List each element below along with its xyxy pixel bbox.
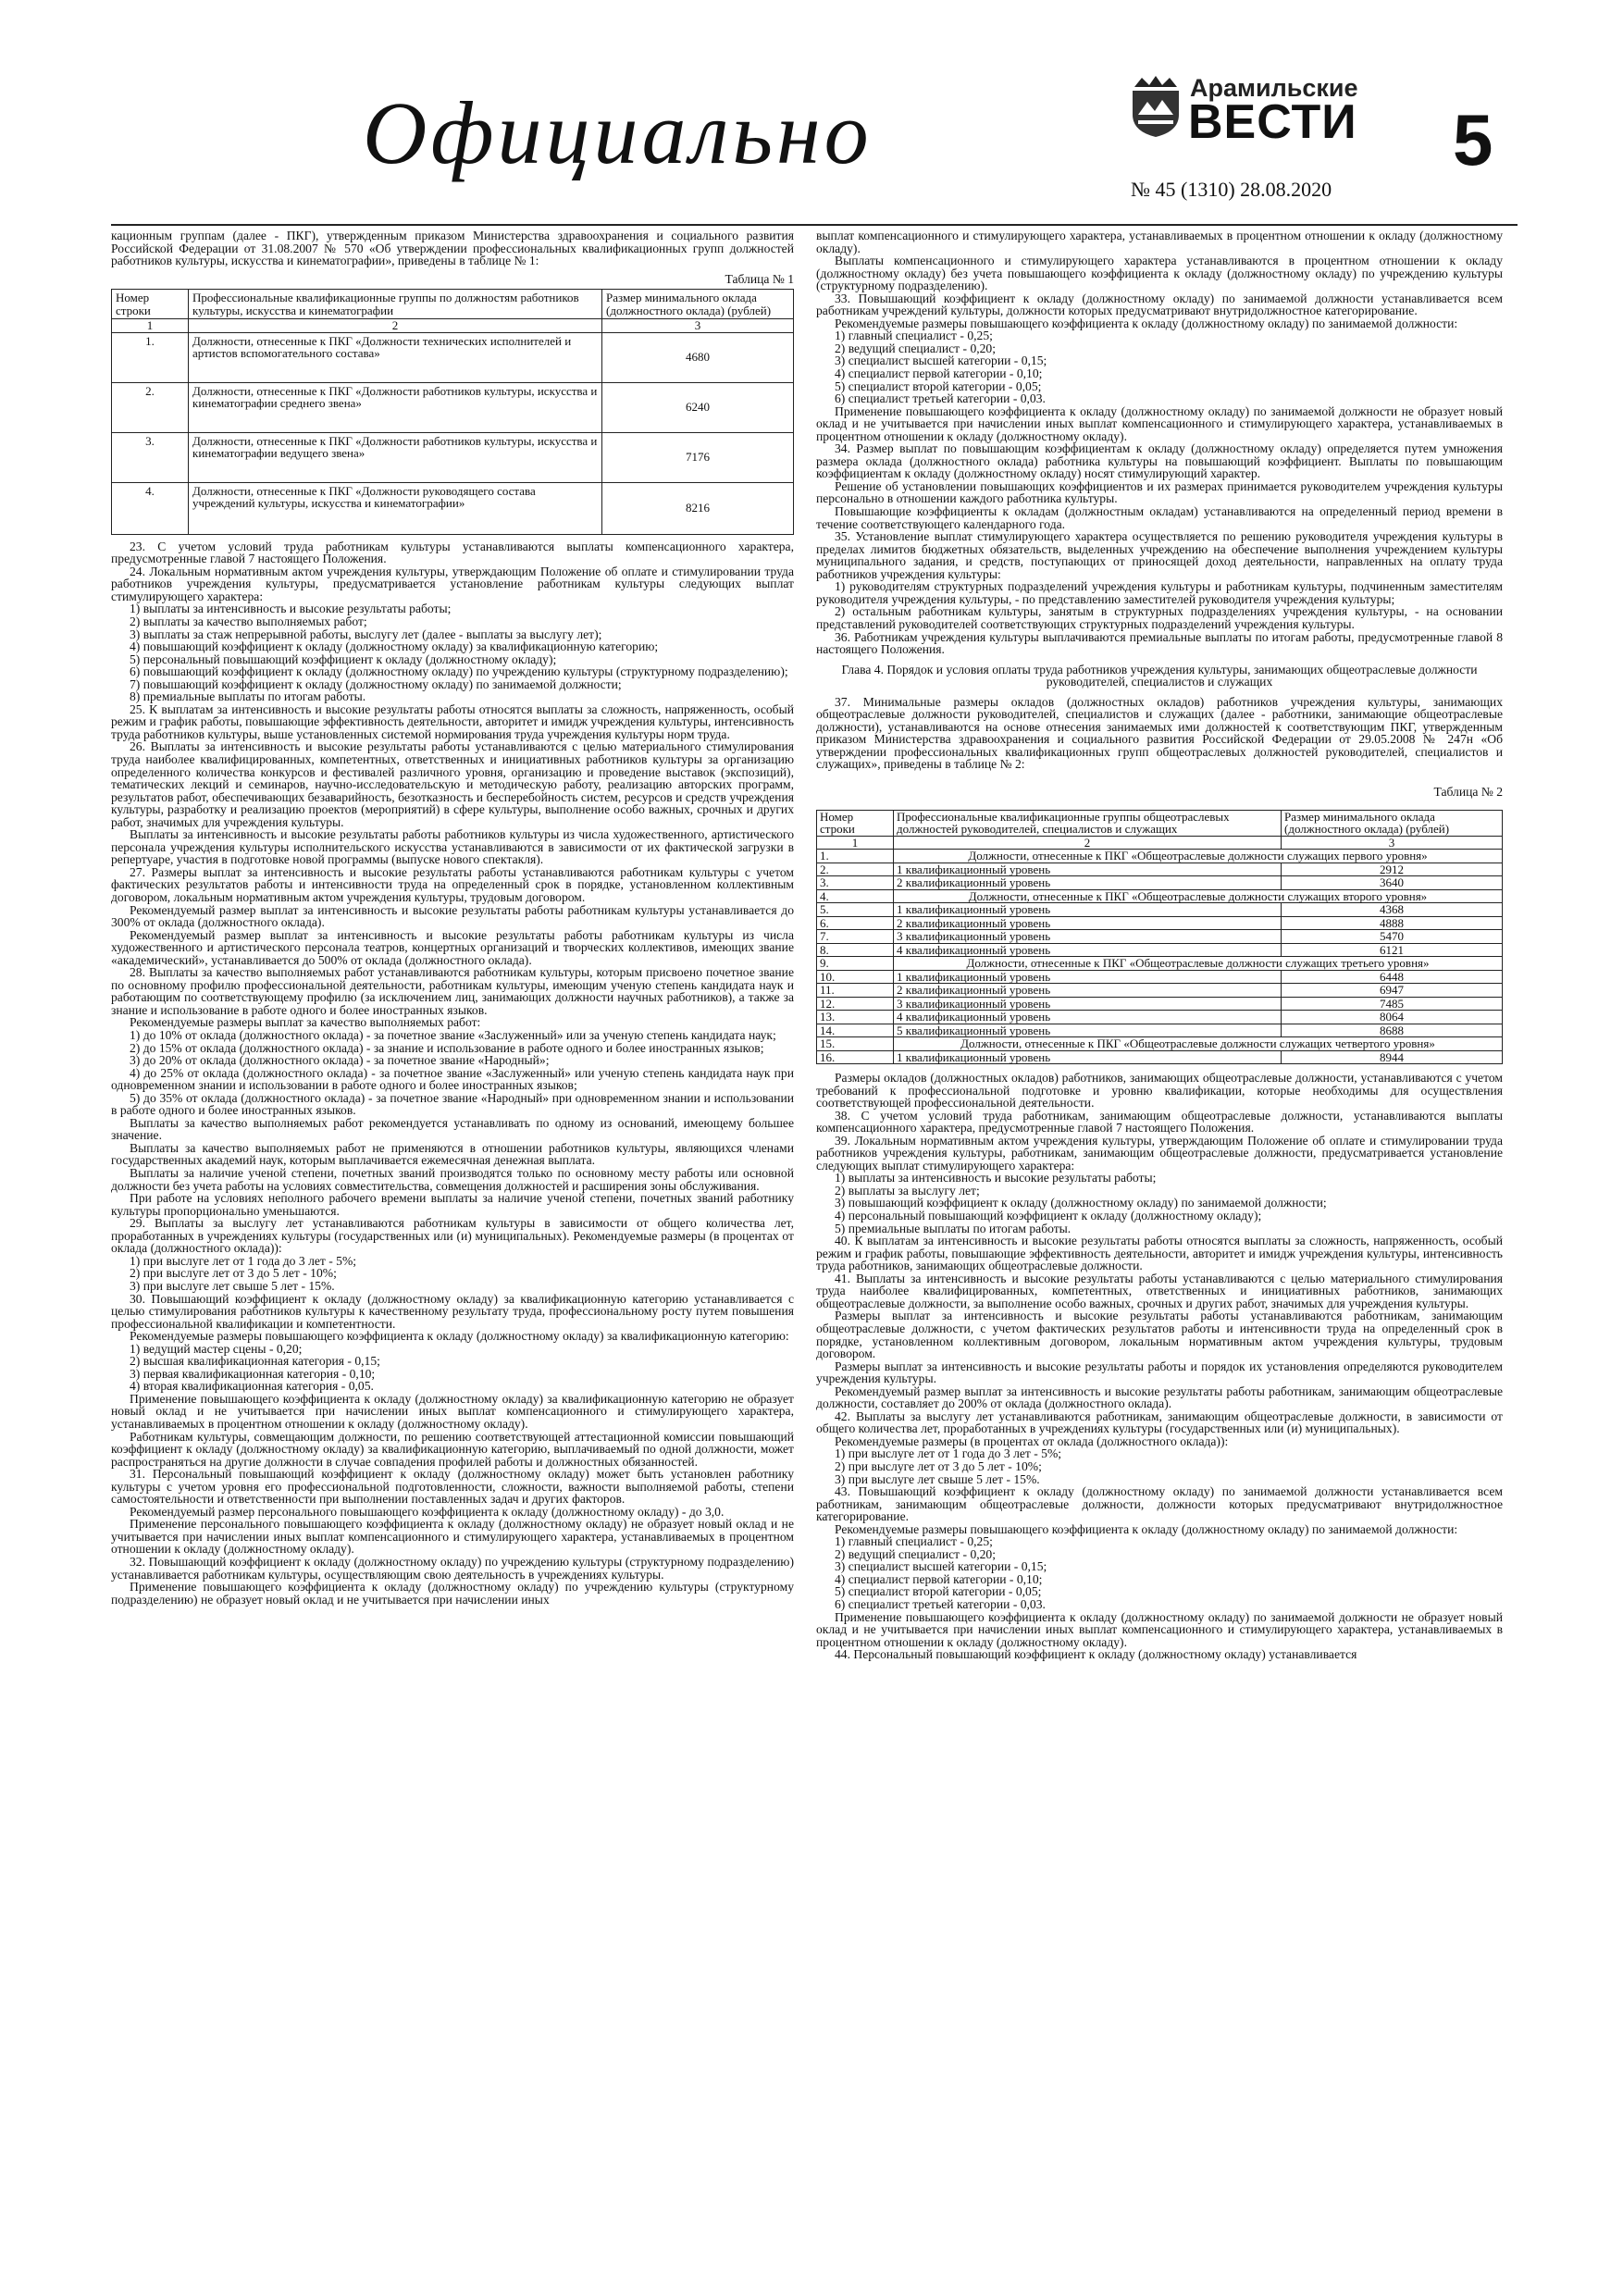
- paragraph: Применение повышающего коэффициента к окладу (должностному окладу) по учреждению культуры (структурному подразделению) не образует новый оклад и не учитывается при начислении иных: [111, 1580, 794, 1607]
- table-1: [111, 289, 794, 535]
- paragraph: Применение повышающего коэффициента к окладу (должностному окладу) за квалификационную категорию не образует новый оклад и не учитывается при начислении иных выплат компенсационного и стимулирующего характера, устанавливаемых в процентном отношении к окладу (должностному окладу).: [111, 1391, 794, 1431]
- row-name: 3 квалификационный уровень: [894, 930, 1282, 944]
- list-item: 4) специалист первой категории - 0,10;: [835, 366, 1043, 381]
- brand-top-word: Арамильские: [1190, 74, 1358, 102]
- paragraph: 43. Повышающий коэффициент к окладу (должностному окладу) по занимаемой должности устанавливается всем работникам, занимающим общеотраслевые должности, должности которых предусматривают внутридолжностное категорирование.: [816, 1484, 1503, 1524]
- paragraph: 44. Персональный повышающий коэффициент к окладу (должностному окладу) устанавливается: [835, 1647, 1357, 1662]
- paragraph: 26. Выплаты за интенсивность и высокие результаты работы устанавливаются с целью материального стимулирования труда наиболее квалифицированных, компетентных, ответственных и инициативных работников культуры за организацию определенного количества конкурсов и фестивалей различного уровня, организацию и проведение выставок (экспозиций), тематических лекций и семинаров, научно-исследовательскую и методическую работу, реализацию авторских программ, результатов работ, обеспечивающих безаварийность, безотказность и бесперебойность систем, ресурсов и средств учреждения культуры, разработку и реализацию проектов (мероприятий) в сфере культуры, выполнение особо важных, срочных и других работ, значимых для учреждения культуры.: [111, 739, 794, 829]
- row-number: 3.: [112, 432, 189, 482]
- table-header-row: [817, 810, 1503, 836]
- list-item: 5) специалист второй категории - 0,05;: [835, 379, 1042, 393]
- row-name: 1 квалификационный уровень: [894, 903, 1282, 917]
- index-cell: 1: [817, 836, 894, 850]
- table-group-row: [817, 889, 1503, 903]
- row-name: 1 квалификационный уровень: [894, 863, 1282, 876]
- list-item: 2) выплаты за качество выполняемых работ;: [130, 614, 367, 628]
- row-number: 4.: [112, 482, 189, 534]
- header-cell: Профессиональные квалификационные группы по должностям работников культуры, искусства и кинематографии: [189, 290, 602, 319]
- paragraph: Размеры окладов (должностных окладов) работников, занимающих общеотраслевые должности, устанавливаются с учетом требований к профессиональной подготовке и уровню квалификации, которые необходимы для осуществления соответствующей профессиональной деятельности.: [816, 1071, 1503, 1111]
- table-group-row: [817, 957, 1503, 971]
- index-cell: 2: [189, 319, 602, 333]
- list-item: 2) при выслуге лет от 3 до 5 лет - 10%;: [835, 1458, 1042, 1473]
- table-row: [817, 863, 1503, 876]
- paragraph: 27. Размеры выплат за интенсивность и высокие результаты работы устанавливаются работникам культуры с учетом фактических результатов работы и интенсивности труда на определенный срок в порядке, установленном коллективным договором, локальным нормативным актом учреждения культуры, трудовым договором.: [111, 864, 794, 904]
- coat-of-arms-icon: [1129, 74, 1183, 139]
- paragraph: Рекомендуемые размеры выплат за качество выполняемых работ:: [130, 1015, 481, 1030]
- paragraph: 41. Выплаты за интенсивность и высокие результаты работы устанавливаются с целью материального стимулирования труда наиболее квалифицированных, компетентных, ответственных и инициативных работников, занимающих общеотраслевые должности, за выполнение особо важных, срочных и других работ, значимых для учреждения культуры.: [816, 1271, 1503, 1310]
- list-item: 2) высшая квалификационная категория - 0,15;: [130, 1354, 380, 1369]
- list-item: 2) при выслуге лет от 3 до 5 лет - 10%;: [130, 1266, 337, 1281]
- paragraph: 32. Повышающий коэффициент к окладу (должностному окладу) по учреждению культуры (структурному подразделению) устанавливается работникам культуры, осуществляющим свою деятельность в учреждениях культуры.: [111, 1554, 794, 1582]
- row-name: 4 квалификационный уровень: [894, 943, 1282, 957]
- paragraph: 25. К выплатам за интенсивность и высокие результаты работы относятся выплаты за сложность, напряженность, особый режим и график работы, повышающие эффективность деятельности, авторитет и имидж учреждения культуры, интенсивность труда работников культуры, выше установленных системой нормирования труда учреждения культуры норм труда.: [111, 701, 794, 741]
- list-item: 6) повышающий коэффициент к окладу (должностному окладу) по учреждению культуры (структурному подразделению);: [130, 664, 788, 679]
- issue-info: № 45 (1310) 28.08.2020: [1131, 178, 1332, 201]
- table-row: [817, 1024, 1503, 1037]
- row-value: 4680: [602, 332, 794, 382]
- row-number: 7.: [817, 930, 894, 944]
- row-name: Должности, отнесенные к ПКГ «Должности работников культуры, искусства и кинематографии ведущего звена»: [189, 432, 602, 482]
- row-number: 2.: [112, 382, 189, 432]
- table-row: [817, 876, 1503, 890]
- table-row: [817, 916, 1503, 930]
- list-item: 7) повышающий коэффициент к окладу (должностному окладу) по занимаемой должности;: [130, 676, 622, 691]
- list-item: 3) выплаты за стаж непрерывной работы, выслугу лет (далее - выплаты за выслугу лет);: [130, 627, 602, 641]
- row-value: 4368: [1282, 903, 1503, 917]
- brand-main-word: ВЕСТИ: [1188, 95, 1357, 149]
- list-item: 1) главный специалист - 0,25;: [835, 1534, 993, 1549]
- paragraph: Рекомендуемые размеры повышающего коэффициента к окладу (должностному окладу) по занимаемой должности:: [835, 1521, 1458, 1536]
- list-item: 5) специалист второй категории - 0,05;: [835, 1584, 1042, 1599]
- row-name: Должности, отнесенные к ПКГ «Должности руководящего состава учреждений культуры, искусства и кинематографии»: [189, 482, 602, 534]
- table-row: [817, 943, 1503, 957]
- row-value: 7176: [602, 432, 794, 482]
- row-value: 6121: [1282, 943, 1503, 957]
- paragraph: 35. Установление выплат стимулирующего характера осуществляется по решению руководителя учреждения культуры в пределах лимитов бюджетных обязательств, выделенных учреждению на обеспечение выполнения учреждением культуры муниципального задания, и средств, поступающих от приносящей доход деятельности, направленных на оплату труда работников учреждения культуры:: [816, 529, 1503, 581]
- paragraph: Рекомендуемый размер выплат за интенсивность и высокие результаты работы работникам, занимающим общеотраслевые должности, составляет до 200% от оклада (должностного оклада).: [816, 1384, 1503, 1411]
- list-item: 1) руководителям структурных подразделений учреждения культуры и работникам культуры, подчиненным заместителям руководителя учреждения культуры, - по представлению заместителей руководителя учреждения культуры;: [816, 579, 1503, 606]
- paragraph: 23. С учетом условий труда работникам культуры устанавливаются выплаты компенсационного характера, предусмотренные главой 7 настоящего Положения.: [111, 539, 794, 566]
- paragraph: Размеры выплат за интенсивность и высокие результаты работы и порядок их установления определяются руководителем учреждения культуры.: [816, 1359, 1503, 1386]
- list-item: 1) при выслуге лет от 1 года до 3 лет - 5%;: [835, 1446, 1062, 1461]
- paragraph: 36. Работникам учреждения культуры выплачиваются премиальные выплаты по итогам работы, предусмотренные главой 8 настоящего Положения.: [816, 629, 1503, 657]
- row-value: 8216: [602, 482, 794, 534]
- row-number: 3.: [817, 876, 894, 890]
- masthead: [0, 0, 1623, 215]
- row-number: 11.: [817, 984, 894, 998]
- table-index-row: [817, 836, 1503, 850]
- paragraph: Рекомендуемые размеры (в процентах от оклада (должностного оклада)):: [835, 1433, 1229, 1448]
- paragraph: кационным группам (далее - ПКГ), утвержденным приказом Министерства здравоохранения и социального развития Российской Федерации от 31.08.2007 № 570 «Об утверждении профессиональных квалификационных групп должностей работников культуры, искусства и кинематографии», приведены в таблице № 1:: [111, 229, 794, 268]
- table-row: [817, 970, 1503, 984]
- paragraph: выплат компенсационного и стимулирующего характера, устанавливаемых в процентном отношении к окладу (должностному окладу).: [816, 229, 1503, 255]
- row-number: 10.: [817, 970, 894, 984]
- paragraph: 30. Повышающий коэффициент к окладу (должностному окладу) за квалификационную категорию устанавливается с целью стимулирования работников культуры к качественному результату труда, профессиональному росту путем повышения профессиональной квалификации и компетентности.: [111, 1291, 794, 1331]
- table-caption: Таблица № 2: [1433, 784, 1503, 799]
- row-name: 1 квалификационный уровень: [894, 970, 1282, 984]
- paragraph: Выплаты за интенсивность и высокие результаты работы работников культуры из числа художественного, артистического персонала учреждения культуры исполнительского искусства устанавливаются в зависимости от их фактической загрузки в репертуаре, участия в подготовке новой программы (выпуске нового спектакля).: [111, 827, 794, 867]
- row-value: 6240: [602, 382, 794, 432]
- chapter-heading: Глава 4. Порядок и условия оплаты труда работников учреждения культуры, занимающих общеотраслевые должности руководителей, специалистов и служащих: [841, 662, 1478, 689]
- index-cell: 3: [602, 319, 794, 333]
- list-item: 8) премиальные выплаты по итогам работы.: [130, 689, 366, 704]
- row-name: 3 квалификационный уровень: [894, 997, 1282, 1011]
- table-row: [817, 997, 1503, 1011]
- row-name: Должности, отнесенные к ПКГ «Должности технических исполнителей и артистов вспомогательного состава»: [189, 332, 602, 382]
- list-item: 1) главный специалист - 0,25;: [835, 329, 993, 343]
- paragraph: 33. Повышающий коэффициент к окладу (должностному окладу) по занимаемой должности устанавливается всем работникам учреждений культуры, должности которых предусматривают внутридолжностное категорирование.: [816, 291, 1503, 318]
- header-cell: Размер минимального оклада (должностного оклада) (рублей): [1282, 810, 1503, 836]
- list-item: 3) специалист высшей категории - 0,15;: [835, 354, 1047, 368]
- row-value: 2912: [1282, 863, 1503, 876]
- paragraph: Выплаты компенсационного и стимулирующего характера устанавливаются в процентном отношении к окладу (должностному окладу) без учета повышающего коэффициента к окладу (должностному окладу) по учреждению культуры (структурному подразделению).: [816, 254, 1503, 293]
- row-number: 13.: [817, 1011, 894, 1024]
- page-number: 5: [1453, 99, 1493, 180]
- paragraph: Рекомендуемый размер выплат за интенсивность и высокие результаты работы работникам культуры устанавливается до 300% от оклада (должностного оклада).: [111, 902, 794, 930]
- row-name: Должности, отнесенные к ПКГ «Должности работников культуры, искусства и кинематографии среднего звена»: [189, 382, 602, 432]
- row-name: 5 квалификационный уровень: [894, 1024, 1282, 1037]
- group-title: Должности, отнесенные к ПКГ «Общеотраслевые должности служащих третьего уровня»: [894, 957, 1503, 971]
- row-name: 2 квалификационный уровень: [894, 916, 1282, 930]
- row-number: 4.: [817, 889, 894, 903]
- list-item: 1) при выслуге лет от 1 года до 3 лет - 5%;: [130, 1253, 357, 1268]
- table-row: [817, 930, 1503, 944]
- left-column: [111, 230, 794, 1606]
- index-cell: 3: [1282, 836, 1503, 850]
- table-header-row: [112, 290, 794, 319]
- index-cell: 1: [112, 319, 189, 333]
- paragraph: Применение персонального повышающего коэффициента к окладу (должностному окладу) не образует новый оклад и не учитывается при начислении иных выплат компенсационного и стимулирующего характера, устанавливаемых в процентном отношении к окладу (должностному окладу).: [111, 1517, 794, 1557]
- list-item: 5) до 35% от оклада (должностного оклада) - за почетное звание «Народный» при одновременном знании и использовании в работе одного и более иностранных языков.: [111, 1090, 794, 1118]
- header-cell: Профессиональные квалификационные группы общеотраслевых должностей руководителей, специалистов и служащих: [894, 810, 1282, 836]
- paragraph: 42. Выплаты за выслугу лет устанавливаются работникам, занимающим общеотраслевые должности, в зависимости от общего количества лет, проработанных в учреждениях культуры (государственных или (и) муниципальных).: [816, 1409, 1503, 1436]
- paragraph: Рекомендуемый размер персонального повышающего коэффициента к окладу (должностному окладу) - до 3,0.: [130, 1504, 725, 1519]
- table-row: [817, 903, 1503, 917]
- row-number: 5.: [817, 903, 894, 917]
- list-item: 1) до 10% от оклада (должностного оклада) - за почетное звание «Заслуженный» или за ученую степень кандидата наук;: [130, 1028, 776, 1043]
- list-item: 4) персональный повышающий коэффициент к окладу (должностному окладу);: [835, 1209, 1262, 1223]
- list-item: 2) ведущий специалист - 0,20;: [835, 1546, 997, 1561]
- table-row: [817, 984, 1503, 998]
- list-item: 4) до 25% от оклада (должностного оклада) - за почетное звание «Заслуженный» или ученую степень кандидата наук при одновременном знании и использовании в работе одного и более иностранных языков;: [111, 1065, 794, 1093]
- row-number: 6.: [817, 916, 894, 930]
- row-number: 9.: [817, 957, 894, 971]
- index-cell: 2: [894, 836, 1282, 850]
- row-value: 6947: [1282, 984, 1503, 998]
- table-2: [816, 810, 1503, 1065]
- paragraph: Рекомендуемый размер выплат за интенсивность и высокие результаты работы работникам культуры из числа художественного и артистического персонала театров, концертных организаций и творческих коллективов, имеющих звание «академический», устанавливается до 500% от оклада (должностного оклада).: [111, 927, 794, 967]
- paragraph: 34. Размер выплат по повышающим коэффициентам к окладу (должностному окладу) определяется путем умножения размера оклада (должностного оклада) работника культуры на повышающий коэффициент. Выплаты по повышающим коэффициентам к окладу (должностному окладу) носят стимулирующий характер.: [816, 441, 1503, 481]
- list-item: 3) первая квалификационная категория - 0,10;: [130, 1366, 376, 1381]
- paragraph: 28. Выплаты за качество выполняемых работ устанавливаются работникам культуры, которым присвоено почетное звание по основному профилю профессиональной деятельности, работникам культуры, имеющим ученую степень кандидата наук и работающим по соответствующему профилю (за исключением лиц, занимающих должности научных работников), а также за знание и использование в работе одного и более иностранных языков.: [111, 965, 794, 1017]
- row-name: 1 квалификационный уровень: [894, 1050, 1282, 1064]
- row-value: 7485: [1282, 997, 1503, 1011]
- row-number: 8.: [817, 943, 894, 957]
- paragraph: При работе на условиях неполного рабочего времени выплаты за наличие ученой степени, почетных званий работнику культуры пропорционально уменьшаются.: [111, 1191, 794, 1218]
- list-item: 3) повышающий коэффициент к окладу (должностному окладу) по занимаемой должности;: [835, 1196, 1327, 1210]
- table-row: [817, 1050, 1503, 1064]
- row-number: 2.: [817, 863, 894, 876]
- paragraph: 37. Минимальные размеры окладов (должностных окладов) работников учреждения культуры, занимающих общеотраслевые должности руководителей, специалистов и служащих (далее - работники, занимающие общеотраслевые должности), устанавливаются на основе отнесения занимаемых ими должностей к соответствующим ПКГ, утвержденным приказом Министерства здравоохранения и социального развития Российской Федерации от 29.05.2008 № 247н «Об утверждении профессиональных квалификационных групп общеотраслевых должностей руководителей, специалистов и служащих», приведены в таблице № 2:: [816, 694, 1503, 772]
- paragraph: Применение повышающего коэффициента к окладу (должностному окладу) по занимаемой должности не образует новый оклад и не учитывается при начислении иных выплат компенсационного и стимулирующего характера, устанавливаемых в процентном отношении к окладу (должностному окладу).: [816, 403, 1503, 443]
- table-index-row: [112, 319, 794, 333]
- row-value: 8064: [1282, 1011, 1503, 1024]
- list-item: 6) специалист третьей категории - 0,03.: [835, 1596, 1046, 1611]
- group-title: Должности, отнесенные к ПКГ «Общеотраслевые должности служащих второго уровня»: [894, 889, 1503, 903]
- list-item: 4) специалист первой категории - 0,10;: [835, 1571, 1043, 1586]
- list-item: 2) остальным работникам культуры, занятым в структурных подразделениях учреждения культуры, - на основании представлений руководителей соответствующих структурных подразделений учреждения культуры.: [816, 604, 1503, 631]
- table-row: [112, 382, 794, 432]
- paragraph: 39. Локальным нормативным актом учреждения культуры, утверждающим Положение об оплате и стимулировании труда работников учреждения культуры, работникам, занимающим общеотраслевые должности, предусматривается установление следующих выплат стимулирующего характера:: [816, 1133, 1503, 1173]
- paragraph: Рекомендуемые размеры повышающего коэффициента к окладу (должностному окладу) по занимаемой должности:: [835, 316, 1458, 330]
- paragraph: Выплаты за качество выполняемых работ рекомендуется устанавливать по одному из оснований, имеющему большее значение.: [111, 1115, 794, 1143]
- header-cell: Номер строки: [112, 290, 189, 319]
- list-item: 5) премиальные выплаты по итогам работы.: [835, 1221, 1072, 1235]
- row-name: 2 квалификационный уровень: [894, 984, 1282, 998]
- header-rule: [111, 224, 1518, 226]
- paragraph: Размеры выплат за интенсивность и высокие результаты работы устанавливаются работникам, занимающим общеотраслевые должности, с учетом фактических результатов работы и интенсивности труда на определенный срок в порядке, установленном коллективным договором, локальным нормативным актом учреждения культуры, трудовым договором.: [816, 1309, 1503, 1361]
- row-number: 12.: [817, 997, 894, 1011]
- paragraph: Работникам культуры, совмещающим должности, по решению соответствующей аттестационной комиссии повышающий коэффициент к окладу (должностному окладу) за квалификационную категорию, выплачиваемый по одной должности, может распространяться на другие должности в случае совпадения профилей работы и должностных обязанностей.: [111, 1429, 794, 1469]
- header-cell: Номер строки: [817, 810, 894, 836]
- paragraph: Выплаты за качество выполняемых работ не применяются в отношении работников культуры, являющихся членами государственных академий наук, которым выплачивается ежемесячная денежная выплата.: [111, 1140, 794, 1168]
- row-name: 2 квалификационный уровень: [894, 876, 1282, 890]
- table-row: [817, 1011, 1503, 1024]
- paragraph: Применение повышающего коэффициента к окладу (должностному окладу) по занимаемой должности не образует новый оклад и не учитывается при начислении иных выплат компенсационного и стимулирующего характера, устанавливаемых в процентном отношении к окладу (должностному окладу).: [816, 1609, 1503, 1649]
- row-value: 3640: [1282, 876, 1503, 890]
- header-cell: Размер минимального оклада (должностного оклада) (рублей): [602, 290, 794, 319]
- list-item: 3) до 20% от оклада (должностного оклада) - за почетное звание «Народный»;: [130, 1053, 550, 1068]
- table-caption: Таблица № 1: [725, 271, 794, 286]
- table-group-row: [817, 1037, 1503, 1051]
- paragraph: Решение об установлении повышающих коэффициентов и их размерах принимается руководителем учреждения культуры персонально в отношении каждого работника культуры.: [816, 478, 1503, 506]
- list-item: 4) вторая квалификационная категория - 0,05.: [130, 1379, 374, 1394]
- list-item: 3) при выслуге лет свыше 5 лет - 15%.: [835, 1471, 1040, 1486]
- list-item: 6) специалист третьей категории - 0,03.: [835, 391, 1046, 406]
- right-column: [816, 230, 1503, 1661]
- row-value: 8944: [1282, 1050, 1503, 1064]
- table-group-row: [817, 850, 1503, 863]
- table-row: [112, 332, 794, 382]
- list-item: 4) повышающий коэффициент к окладу (должностному окладу) за квалификационную категорию;: [130, 639, 659, 654]
- row-number: 14.: [817, 1024, 894, 1037]
- row-value: 8688: [1282, 1024, 1503, 1037]
- list-item: 1) ведущий мастер сцены - 0,20;: [130, 1341, 303, 1356]
- list-item: 3) при выслуге лет свыше 5 лет - 15%.: [130, 1278, 335, 1293]
- row-value: 4888: [1282, 916, 1503, 930]
- row-value: 6448: [1282, 970, 1503, 984]
- section-title: Официально: [363, 83, 873, 182]
- list-item: 2) выплаты за выслугу лет;: [835, 1183, 980, 1198]
- paragraph: Рекомендуемые размеры повышающего коэффициента к окладу (должностному окладу) за квалификационную категорию:: [130, 1329, 789, 1344]
- group-title: Должности, отнесенные к ПКГ «Общеотраслевые должности служащих четвертого уровня»: [894, 1037, 1503, 1051]
- paragraph: Повышающие коэффициенты к окладам (должностным окладам) устанавливаются на определенный период времени в течение соответствующего календарного года.: [816, 504, 1503, 531]
- list-item: 2) до 15% от оклада (должностного оклада) - за знание и использование в работе одного и более иностранных языков;: [130, 1040, 764, 1055]
- row-number: 1.: [112, 332, 189, 382]
- list-item: 1) выплаты за интенсивность и высокие результаты работы;: [835, 1171, 1157, 1185]
- paragraph: Выплаты за наличие ученой степени, почетных званий производятся только по основному месту работы или основной должности без учета работы на условиях совместительства, совмещения должностей и расширения зоны обслуживания.: [111, 1166, 794, 1193]
- paragraph: 31. Персональный повышающий коэффициент к окладу (должностному окладу) может быть установлен работнику культуры с учетом уровня его профессиональной подготовленности, сложности, важности выполняемой работы, степени самостоятельности и ответственности при выполнении поставленных задач и других факторов.: [111, 1467, 794, 1507]
- paragraph: 38. С учетом условий труда работникам, занимающим общеотраслевые должности, устанавливаются выплаты компенсационного характера, предусмотренные главой 7 настоящего Положения.: [816, 1108, 1503, 1136]
- paragraph: 29. Выплаты за выслугу лет устанавливаются работникам культуры в зависимости от общего количества лет, проработанных в учреждениях культуры (государственных или (и) муниципальных). Рекомендуемые размеры (в процентах от оклада (должностного оклада)):: [111, 1216, 794, 1256]
- newspaper-logo: [1129, 65, 1360, 176]
- paragraph: 24. Локальным нормативным актом учреждения культуры, утверждающим Положение об оплате и стимулировании труда работников учреждения культуры, предусматривается установление работникам культуры следующих выплат стимулирующего характера:: [111, 564, 794, 603]
- row-number: 1.: [817, 850, 894, 863]
- row-name: 4 квалификационный уровень: [894, 1011, 1282, 1024]
- list-item: 1) выплаты за интенсивность и высокие результаты работы;: [130, 602, 452, 616]
- table-row: [112, 482, 794, 534]
- row-number: 15.: [817, 1037, 894, 1051]
- group-title: Должности, отнесенные к ПКГ «Общеотраслевые должности служащих первого уровня»: [894, 850, 1503, 863]
- row-number: 16.: [817, 1050, 894, 1064]
- list-item: 5) персональный повышающий коэффициент к окладу (должностному окладу);: [130, 652, 557, 666]
- list-item: 3) специалист высшей категории - 0,15;: [835, 1559, 1047, 1574]
- list-item: 2) ведущий специалист - 0,20;: [835, 341, 997, 355]
- paragraph: 40. К выплатам за интенсивность и высокие результаты работы относятся выплаты за сложность, напряженность, особый режим и график работы, повышающие эффективность деятельности, авторитет и имидж учреждения культуры, интенсивность труда работников, занимающих общеотраслевые должности.: [816, 1234, 1503, 1273]
- row-value: 5470: [1282, 930, 1503, 944]
- table-row: [112, 432, 794, 482]
